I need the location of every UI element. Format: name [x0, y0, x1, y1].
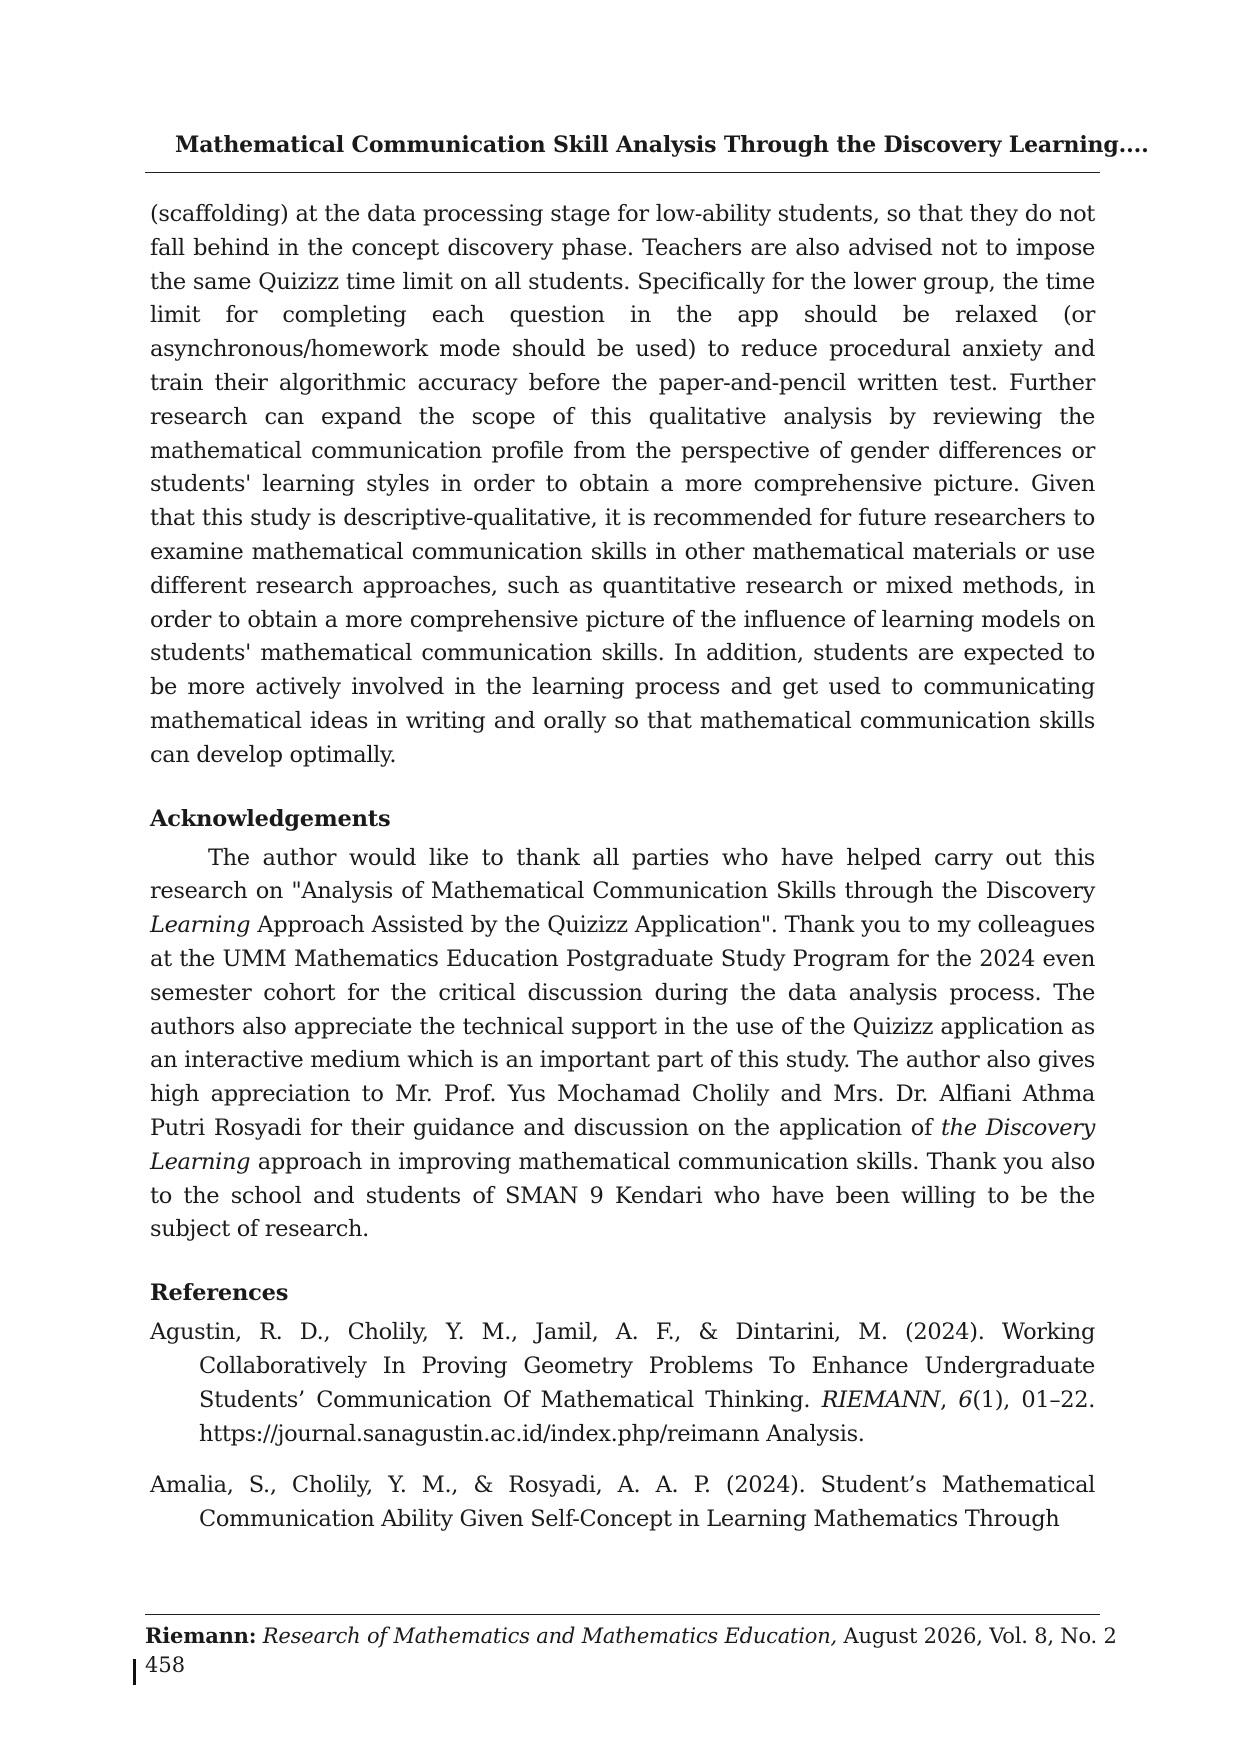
ack-italic-2: the Discovery Learning: [150, 1114, 1096, 1175]
ack-italic-1: Learning: [150, 912, 251, 939]
running-title: Mathematical Communication Skill Analysis Through the Discovery Learning....: [175, 132, 1149, 158]
footer-journal-full: Research of Mathematics and Mathematics Education,: [262, 1624, 838, 1648]
ack-text-3: approach in improving mathematical communication skills. Thank you also to the school and students of SMAN 9 Kendari who have been willing to be the subject of research.: [150, 1148, 1095, 1243]
reference-text-tail: (1), 01–22. https://journal.sanagustin.ac.id/index.php/reimann Analysis.: [199, 1386, 1095, 1447]
acknowledgements-heading: Acknowledgements: [150, 805, 391, 832]
reference-volume: 6: [958, 1386, 973, 1413]
footer-journal-line: [145, 1621, 1117, 1651]
reference-journal: RIEMANN: [821, 1386, 941, 1413]
reference-text: Amalia, S., Cholily, Y. M., & Rosyadi, A. A. P. (2024). Student’s Mathematical Communication Ability Given Self-Concept in Learning Mathematics Through: [150, 1472, 1095, 1533]
body-paragraph: (scaffolding) at the data processing stage for low-ability students, so that they do not fall behind in the concept discovery phase. Teachers are also advised not to impose the same Quizizz time limit on all students. Specifically for the lower group, the time limit for completing each question in the app should be relaxed (or asynchronous/homework mode should be used) to reduce procedural anxiety and train their algorithmic accuracy before the paper-and-pencil written test. Further research can expand the scope of this qualitative analysis by reviewing the mathematical communication profile from the perspective of gender differences or students' learning styles in order to obtain a more comprehensive picture. Given that this study is descriptive-qualitative, it is recommended for future researchers to examine mathematical communication skills in other mathematical materials or use different research approaches, such as quantitative research or mixed methods, in order to obtain a more comprehensive picture of the influence of learning models on students' mathematical communication skills. In addition, students are expected to be more actively involved in the learning process and get used to communicating mathematical ideas in writing and orally so that mathematical communication skills can develop optimally.: [150, 201, 1095, 768]
acknowledgements-paragraph: [150, 842, 1095, 1248]
page-footer: [145, 1614, 1117, 1680]
footer-page-bar: [133, 1659, 136, 1685]
running-header: [145, 130, 1149, 173]
reference-comma: ,: [940, 1386, 959, 1413]
footer-issue: August 2026, Vol. 8, No. 2: [837, 1624, 1117, 1648]
reference-item: [150, 1316, 1095, 1451]
references-heading: References: [150, 1280, 289, 1307]
ack-text-1: The author would like to thank all parties who have helped carry out this research on "Analysis of Mathematical Communication Skills through the Discovery: [150, 844, 1095, 905]
page-content: [150, 198, 1095, 1537]
reference-text: Agustin, R. D., Cholily, Y. M., Jamil, A. F., & Dintarini, M. (2024). Working Collaboratively In Proving Geometry Problems To Enhance Undergraduate Students’ Communication Of Mathematical Thinking.: [150, 1319, 1095, 1413]
page-number: 458: [145, 1653, 186, 1677]
reference-item: [150, 1469, 1095, 1537]
reference-list: [150, 1316, 1095, 1537]
footer-journal-name: Riemann:: [145, 1623, 257, 1648]
ack-text-2: Approach Assisted by the Quizizz Application". Thank you to my colleagues at the UMM Mathematics Education Postgraduate Study Program for the 2024 even semester cohort for the critical discussion during the data analysis process. The authors also appreciate the technical support in the use of the Quizizz application as an interactive medium which is an important part of this study. The author also gives high appreciation to Mr. Prof. Yus Mochamad Cholily and Mrs. Dr. Alfiani Athma Putri Rosyadi for their guidance and discussion on the application of: [150, 912, 1095, 1141]
